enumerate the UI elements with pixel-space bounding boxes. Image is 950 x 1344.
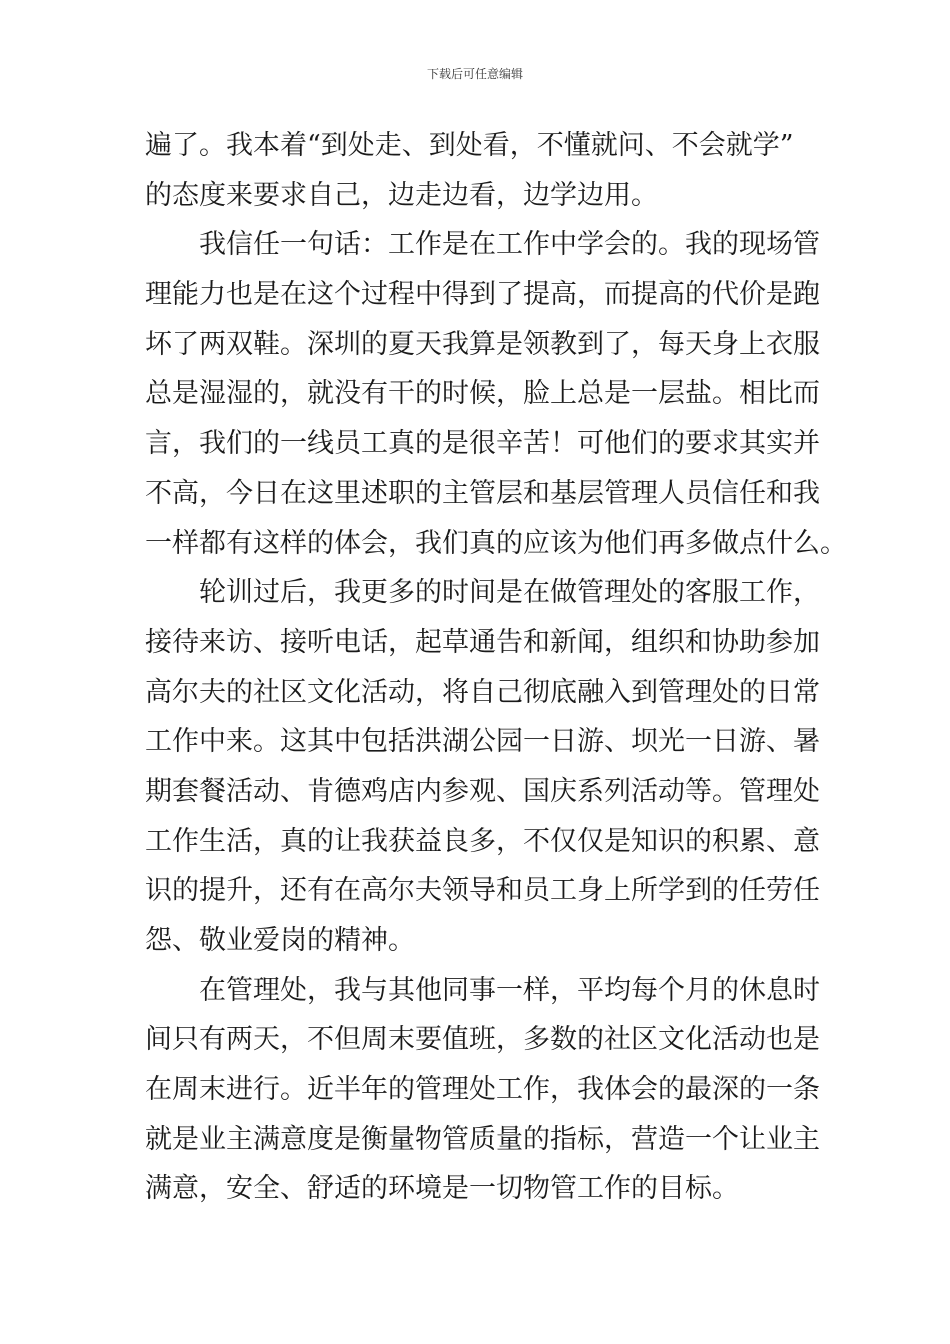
text-line: 接待来访、接听电话，起草通告和新闻，组织和协助参加: [145, 626, 820, 658]
text-line: 遍了。我本着“到处走、到处看，不懂就问、不会就学”: [145, 130, 794, 161]
page-header: 下载后可任意编辑: [426, 67, 523, 81]
paragraph: [145, 568, 825, 966]
text-line: 不高，今日在这里述职的主管层和基层管理人员信任和我: [145, 477, 820, 509]
text-line: 怨、敬业爱岗的精神。: [145, 925, 415, 956]
text-line: 间只有两天，不但周末要值班，多数的社区文化活动也是: [145, 1024, 820, 1056]
text-line: 总是湿湿的，就没有干的时候，脸上总是一层盐。相比而: [145, 378, 820, 410]
text-line: 的态度来要求自己，边走边看，边学边用。: [145, 179, 658, 211]
text-line: 理能力也是在这个过程中得到了提高，而提高的代价是跑: [145, 279, 820, 311]
text-line: 工作生活，真的让我获益良多，不仅仅是知识的积累、意: [145, 825, 820, 857]
document-body: [145, 121, 847, 1214]
paragraph: [145, 220, 847, 568]
text-line: 我信任一句话：工作是在工作中学会的。我的现场管: [199, 229, 820, 261]
text-line: 在周末进行。近半年的管理处工作，我体会的最深的一条: [145, 1074, 820, 1106]
text-line: 坏了两双鞋。深圳的夏天我算是领教到了，每天身上衣服: [145, 328, 820, 360]
text-line: 期套餐活动、肯德鸡店内参观、国庆系列活动等。管理处: [145, 775, 820, 807]
text-line: 言，我们的一线员工真的是很辛苦！可他们的要求其实并: [145, 428, 820, 460]
text-line: 满意，安全、舒适的环境是一切物管工作的目标。: [145, 1173, 739, 1205]
text-line: 轮训过后，我更多的时间是在做管理处的客服工作，: [199, 577, 820, 609]
paragraph: [145, 121, 825, 220]
text-line: 工作中来。这其中包括洪湖公园一日游、坝光一日游、暑: [145, 726, 820, 758]
text-line: 在管理处，我与其他同事一样，平均每个月的休息时: [199, 974, 820, 1006]
text-line: 识的提升，还有在高尔夫领导和员工身上所学到的任劳任: [145, 875, 820, 907]
text-line: 一样都有这样的体会，我们真的应该为他们再多做点什么。: [145, 527, 847, 559]
text-line: 就是业主满意度是衡量物管质量的指标，营造一个让业主: [145, 1123, 820, 1155]
paragraph: [145, 966, 825, 1214]
text-line: 高尔夫的社区文化活动，将自己彻底融入到管理处的日常: [145, 676, 820, 708]
